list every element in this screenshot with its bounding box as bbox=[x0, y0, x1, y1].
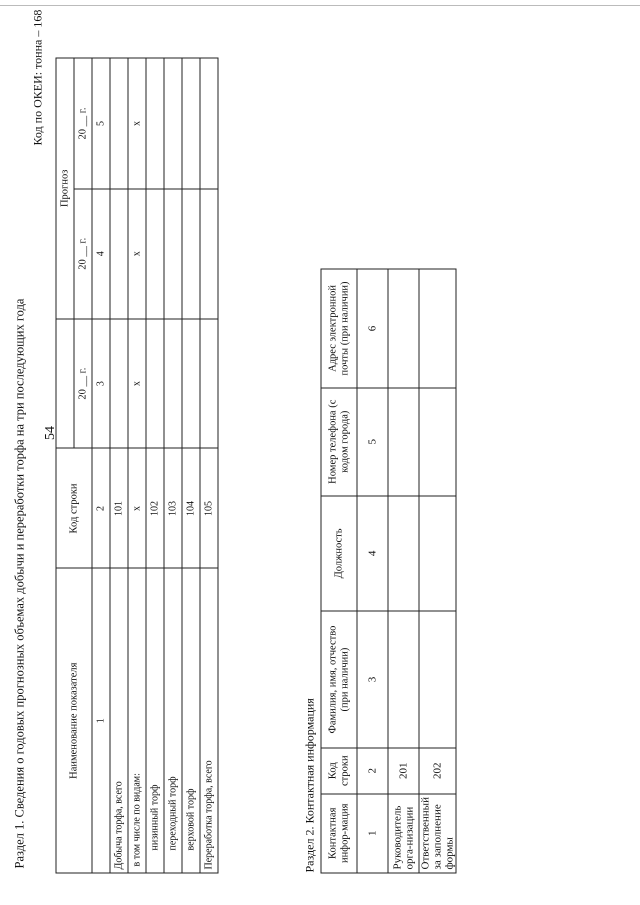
email-cell[interactable] bbox=[388, 269, 419, 388]
table-row bbox=[164, 58, 182, 873]
value-cell[interactable] bbox=[200, 318, 218, 448]
value-cell[interactable] bbox=[110, 58, 128, 189]
fio-cell[interactable] bbox=[388, 611, 419, 748]
contact-role: Ответственный за заполнение формы bbox=[419, 793, 456, 872]
fio-cell[interactable] bbox=[419, 611, 456, 748]
col-number: 3 bbox=[92, 318, 110, 448]
row-code: 202 bbox=[419, 747, 456, 793]
value-cell[interactable] bbox=[200, 58, 218, 189]
row-name: низинный торф bbox=[146, 568, 164, 873]
phone-cell[interactable] bbox=[388, 387, 419, 495]
section1-table bbox=[55, 57, 218, 873]
col-number: 1 bbox=[92, 568, 110, 873]
table-row bbox=[419, 269, 456, 873]
position-cell[interactable] bbox=[388, 495, 419, 611]
row-code: 104 bbox=[182, 448, 200, 568]
header-year1: 20 __ г. bbox=[74, 318, 92, 448]
row-name: Переработка торфа, всего bbox=[200, 568, 218, 873]
row-code: 102 bbox=[146, 448, 164, 568]
value-cell: х bbox=[128, 188, 146, 318]
header-contact: Контактная инфор-мация bbox=[321, 793, 357, 872]
value-cell[interactable] bbox=[146, 188, 164, 318]
page-number: 54 bbox=[43, 426, 58, 440]
col-number: 2 bbox=[357, 747, 388, 793]
position-cell[interactable] bbox=[419, 495, 456, 611]
header-forecast: Прогноз bbox=[56, 58, 74, 319]
value-cell[interactable] bbox=[182, 58, 200, 189]
section2-table bbox=[320, 268, 456, 873]
header-indicator: Наименование показателя bbox=[56, 568, 92, 873]
value-cell[interactable] bbox=[110, 318, 128, 448]
table-row bbox=[128, 58, 146, 873]
email-cell[interactable] bbox=[419, 269, 456, 388]
col-number: 6 bbox=[357, 269, 388, 388]
col-number: 1 bbox=[357, 793, 388, 872]
header-position: Должность bbox=[321, 495, 357, 611]
row-name: Добыча торфа, всего bbox=[110, 568, 128, 873]
header-fio: Фамилия, имя, отчество (при наличии) bbox=[321, 611, 357, 748]
table-row bbox=[388, 269, 419, 873]
column-numbers-row bbox=[92, 58, 110, 873]
header-year2: 20 __ г. bbox=[74, 188, 92, 318]
header-year3: 20 __ г. bbox=[74, 58, 92, 189]
value-cell[interactable] bbox=[110, 188, 128, 318]
value-cell[interactable] bbox=[200, 188, 218, 318]
col-number: 5 bbox=[357, 387, 388, 495]
header-code: Код строки bbox=[321, 747, 357, 793]
value-cell[interactable] bbox=[182, 188, 200, 318]
value-cell[interactable] bbox=[164, 58, 182, 189]
value-cell[interactable] bbox=[164, 188, 182, 318]
row-code: 201 bbox=[388, 747, 419, 793]
okei-code: Код по ОКЕИ: тонна – 168 bbox=[30, 9, 44, 145]
table-row bbox=[110, 58, 128, 873]
header-phone: Номер телефона (с кодом города) bbox=[321, 387, 357, 495]
row-name: переходный торф bbox=[164, 568, 182, 873]
table-row bbox=[146, 58, 164, 873]
value-cell[interactable] bbox=[146, 318, 164, 448]
row-code: 103 bbox=[164, 448, 182, 568]
header-code: Код строки bbox=[56, 448, 92, 568]
header-email: Адрес электронной почты (при наличии) bbox=[321, 269, 357, 388]
section1-title: Раздел 1. Сведения о годовых прогнозных объемах добычи и переработки торфа на три последующих года bbox=[12, 298, 26, 868]
value-cell: х bbox=[128, 318, 146, 448]
col-number: 4 bbox=[92, 188, 110, 318]
value-cell[interactable] bbox=[146, 58, 164, 189]
row-code: х bbox=[128, 448, 146, 568]
col-number: 3 bbox=[357, 611, 388, 748]
table-row bbox=[200, 58, 218, 873]
row-name: в том числе по видам: bbox=[128, 568, 146, 873]
col-number: 2 bbox=[92, 448, 110, 568]
row-code: 101 bbox=[110, 448, 128, 568]
value-cell[interactable] bbox=[182, 318, 200, 448]
phone-cell[interactable] bbox=[419, 387, 456, 495]
col-number: 5 bbox=[92, 58, 110, 189]
section2-title: Раздел 2. Контактная информация bbox=[302, 697, 316, 872]
value-cell: х bbox=[128, 58, 146, 189]
table-row bbox=[182, 58, 200, 873]
row-code: 105 bbox=[200, 448, 218, 568]
value-cell[interactable] bbox=[164, 318, 182, 448]
row-name: верховой торф bbox=[182, 568, 200, 873]
column-numbers-row bbox=[357, 269, 388, 873]
col-number: 4 bbox=[357, 495, 388, 611]
contact-role: Руководитель орга-низации bbox=[388, 793, 419, 872]
